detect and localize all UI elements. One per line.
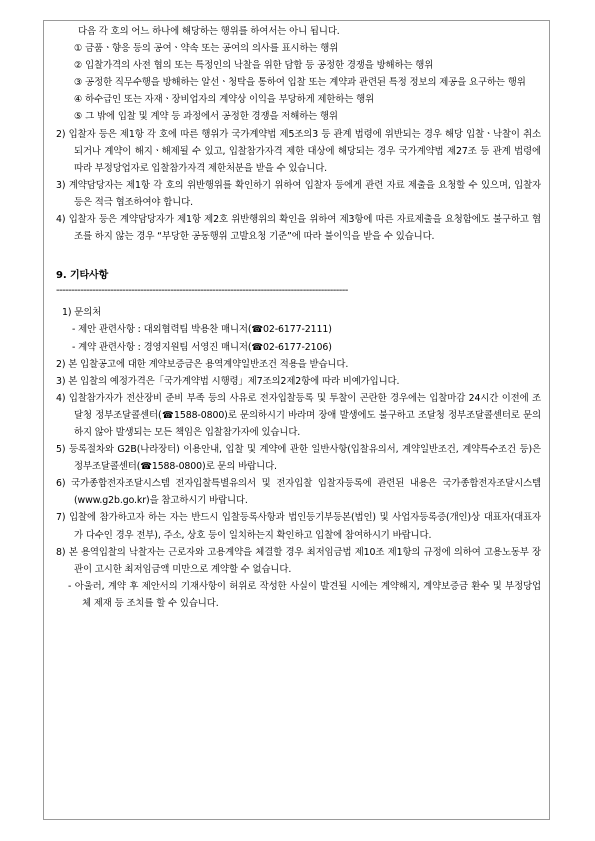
list-item: 7) 입찰에 참가하고자 하는 자는 반드시 입찰등록사항과 법인등기부등본(법인) 및 사업자등록증(개인)상 대표자(대표자가 다수인 경우 전부), 주소, 상호 등이 일치하는지 확인하고 입찰에 참여하시기 바랍니다.: [56, 512, 541, 541]
contact-line: - 계약 관련사항 : 경영지원팀 서영진 매니저(☎02-6177-2106): [72, 341, 332, 353]
list-item: ② 입찰가격의 사전 협의 또는 특정인의 낙찰을 위한 담합 등 공정한 경쟁을 방해하는 행위: [74, 60, 434, 72]
final-note: - 아울러, 계약 후 제안서의 기재사항이 허위로 작성한 사실이 발견될 시에는 계약해지, 계약보증금 환수 및 부정당업체 제재 등 조치를 할 수 있습니다.: [68, 580, 541, 609]
list-item: ④ 하수급인 또는 자재ㆍ장비업자의 계약상 이익을 부당하게 제한하는 행위: [74, 94, 375, 106]
list-item: 4) 입찰참가자가 전산장비 준비 부족 등의 사유로 전자입찰등록 및 투찰이 곤란한 경우에는 입찰마감 24시간 이전에 조달청 정부조달콜센터(☎1588-0800)로 문의하시기 바라며 장애 발생에도 불구하고 조달청 정부조달콜센터로 문의하지 않아 발생되는 모든 책임은 입찰참가자에 있습니다.: [56, 392, 541, 438]
section-title: 9. 기타사항: [56, 270, 109, 282]
intro-text: 다음 각 호의 어느 하나에 해당하는 행위를 하여서는 아니 됩니다.: [78, 26, 340, 37]
document-body: [56, 23, 541, 612]
list-item: ③ 공정한 직무수행을 방해하는 알선ㆍ청탁을 통하여 입찰 또는 계약과 관련된 특정 정보의 제공을 요구하는 행위: [74, 77, 526, 89]
list-item: 5) 등록절차와 G2B(나라장터) 이용안내, 입찰 및 계약에 관한 일반사항(입찰유의서, 계약일반조건, 계약특수조건 등)은 정부조달콜센터(☎1588-0800)로 문의 바랍니다.: [56, 444, 541, 473]
list-item: ⑤ 그 밖에 입찰 및 계약 등 과정에서 공정한 경쟁을 저해하는 행위: [74, 111, 338, 123]
list-item: 4) 입찰자 등은 계약담당자가 제1항 제2호 위반행위의 확인을 위하여 제3항에 따른 자료제출을 요청함에도 불구하고 협조를 하지 않는 경우 “부당한 공동행위 고발요청 기준”에 따라 불이익을 받을 수 있습니다.: [56, 214, 541, 243]
section-divider: -------------------------------------------------------------------------------------------------: [56, 285, 348, 297]
contact-line: - 제안 관련사항 : 대외협력팀 박용찬 매니저(☎02-6177-2111): [72, 324, 332, 336]
list-item: 6) 국가종합전자조달시스템 전자입찰특별유의서 및 전자입찰 입찰자등록에 관련된 내용은 국가종합전자조달시스템(www.g2b.go.kr)을 참고하시기 바랍니다.: [56, 478, 541, 507]
list-item: 3) 본 입찰의 예정가격은「국가계약법 시행령」제7조의2제2항에 따라 비예가입니다.: [56, 375, 400, 387]
list-item: 2) 본 입찰공고에 대한 계약보증금은 용역계약일반조건 적용을 받습니다.: [56, 358, 349, 370]
list-item: 2) 입찰자 등은 제1항 각 호에 따른 행위가 국가계약법 제5조의3 등 관계 법령에 위반되는 경우 해당 입찰ㆍ낙찰이 취소되거나 계약이 해지ㆍ해제될 수 있고, 입찰참가자격 제한 대상에 해당되는 경우 국가계약법 제27조 등 관계 법령에 따라 부정당업자로 입찰참가자격 제한처분을 받을 수 있습니다.: [56, 128, 541, 174]
list-item: 8) 본 용역입찰의 낙찰자는 근로자와 고용계약을 체결할 경우 최저임금법 제10조 제1항의 규정에 의하여 고용노동부 장관이 고시한 최저임금액 미만으로 계약할 수 없습니다.: [56, 546, 541, 575]
list-item: 3) 계약담당자는 제1항 각 호의 위반행위를 확인하기 위하여 입찰자 등에게 관련 자료 제출을 요청할 수 있으며, 입찰자 등은 적극 협조하여야 합니다.: [56, 179, 541, 208]
list-item: ① 금품ㆍ향응 등의 공여ㆍ약속 또는 공여의 의사를 표시하는 행위: [74, 43, 339, 55]
contact-heading: 1) 문의처: [62, 307, 102, 319]
